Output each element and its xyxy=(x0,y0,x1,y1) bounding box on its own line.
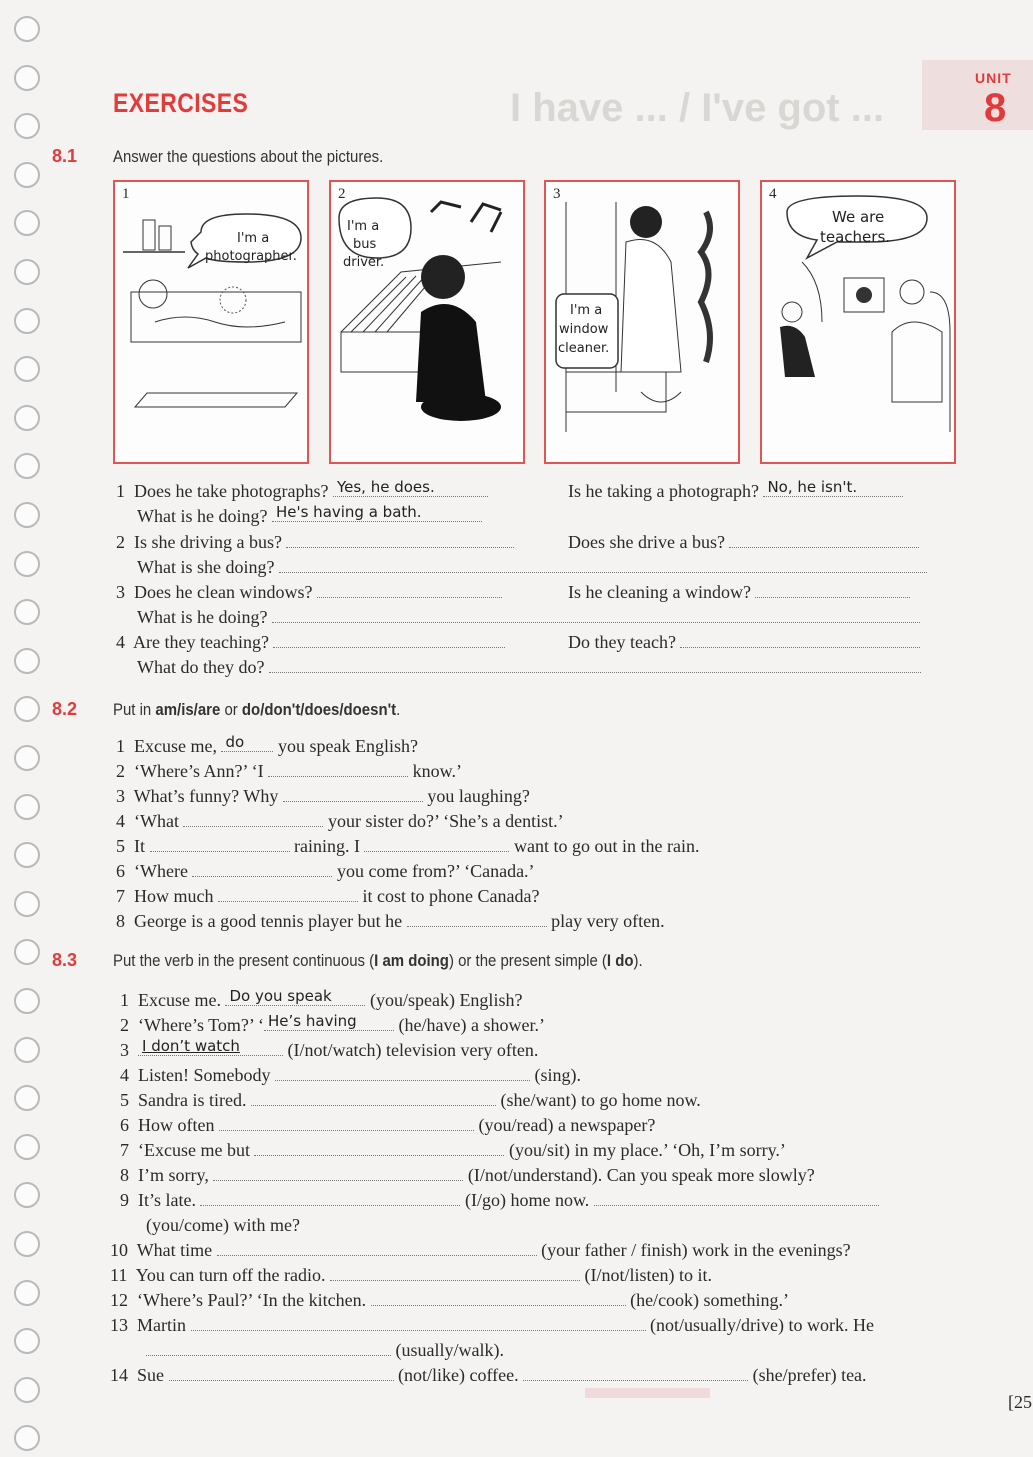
binding-ring xyxy=(14,794,40,820)
answer-field[interactable] xyxy=(364,837,509,852)
bubble-line: teachers. xyxy=(820,228,891,246)
answer-field[interactable] xyxy=(275,1066,530,1081)
ex83-item-8: 8 I’m sorry, (I/not/understand). Can you speak more slowly? xyxy=(120,1165,815,1185)
answer-field[interactable] xyxy=(150,837,290,852)
binding-ring xyxy=(14,65,40,91)
answer-field[interactable] xyxy=(219,1116,474,1131)
answer-field[interactable]: He’s having xyxy=(264,1016,394,1031)
binding-ring xyxy=(14,696,40,722)
answer-field[interactable] xyxy=(371,1291,626,1306)
picture-2 xyxy=(329,180,525,464)
answer-field[interactable]: I don’t watch xyxy=(138,1041,283,1056)
binding-ring xyxy=(14,308,40,334)
ex81-item-1-q2: Is he taking a photograph? No, he isn't. xyxy=(568,480,903,502)
ex83-item-1: 1 Excuse me. Do you speak (you/speak) English? xyxy=(120,987,523,1010)
ex81-item-2-q2: Does she drive a bus? xyxy=(568,531,919,553)
ex82-item-8: 8 George is a good tennis player but he play very often. xyxy=(116,911,665,931)
answer-field[interactable] xyxy=(729,533,919,548)
ex82-item-4: 4 ‘What your sister do?’ ‘She’s a dentist.’ xyxy=(116,811,564,831)
ex82-item-7: 7 How much it cost to phone Canada? xyxy=(116,886,540,906)
ex83-item-13: 13 Martin (not/usually/drive) to work. He xyxy=(110,1315,874,1335)
ghost-title: I have ... / I've got ... xyxy=(510,86,885,130)
binding-ring xyxy=(14,551,40,577)
answer-field[interactable] xyxy=(191,1316,646,1331)
answer-field[interactable]: do xyxy=(221,737,273,752)
ex83-item-9: 9 It’s late. (I/go) home now. xyxy=(120,1189,879,1211)
page-title: EXERCISES xyxy=(113,88,249,118)
binding-ring xyxy=(14,599,40,625)
ex83-item-2: 2 ‘Where’s Tom?’ ‘ He’s having (he/have) a shower.’ xyxy=(120,1012,545,1035)
ex83-item-10: 10 What time (your father / finish) work in the evenings? xyxy=(110,1240,851,1260)
picture-1 xyxy=(113,180,309,464)
answer-field[interactable]: Do you speak xyxy=(225,991,365,1006)
section-instruction-8-1: Answer the questions about the pictures. xyxy=(113,147,384,166)
binding-ring xyxy=(14,1231,40,1257)
ex83-item-3: 3 I don’t watch (I/not/watch) television very often. xyxy=(120,1037,539,1060)
binding-ring xyxy=(14,16,40,42)
section-instruction-8-3: Put the verb in the present continuous (I am doing) or the present simple (I do). xyxy=(113,951,643,970)
answer-field[interactable] xyxy=(330,1266,580,1281)
binding-ring xyxy=(14,1328,40,1354)
binding-ring xyxy=(14,1425,40,1451)
answer-field[interactable] xyxy=(680,633,920,648)
ex83-item-7: 7 ‘Excuse me but (you/sit) in my place.’ ‘Oh, I’m sorry.’ xyxy=(120,1140,786,1160)
binding-ring xyxy=(14,162,40,188)
bubble-line: bus xyxy=(353,237,377,252)
section-instruction-8-2: Put in am/is/are or do/don't/does/doesn't. xyxy=(113,700,401,719)
ex83-item-11: 11 You can turn off the radio. (I/not/listen) to it. xyxy=(110,1265,712,1285)
decorative-band xyxy=(585,1388,710,1398)
binding-ring xyxy=(14,1280,40,1306)
binding-ring xyxy=(14,648,40,674)
bubble-line: cleaner. xyxy=(558,341,610,356)
answer-field[interactable] xyxy=(523,1366,748,1381)
picture-3 xyxy=(544,180,740,464)
answer-field[interactable] xyxy=(269,658,921,673)
ex83-item-14: 14 Sue (not/like) coffee. (she/prefer) tea. xyxy=(110,1365,867,1385)
bubble-line: window xyxy=(559,322,609,337)
answer-field[interactable]: No, he isn't. xyxy=(763,482,903,497)
ex83-item-13-cont: (usually/walk). xyxy=(146,1339,504,1361)
answer-field[interactable] xyxy=(192,862,332,877)
answer-field[interactable] xyxy=(283,787,423,802)
bubble-line: We are xyxy=(832,208,885,226)
binding-ring xyxy=(14,891,40,917)
binding-ring xyxy=(14,1377,40,1403)
ex81-item-4-q1: 4 Are they teaching? xyxy=(116,631,505,653)
answer-field[interactable] xyxy=(594,1191,879,1206)
bubble-line: I'm a xyxy=(347,219,380,234)
answer-field[interactable] xyxy=(273,633,505,648)
binding-ring xyxy=(14,259,40,285)
ex83-item-9-cont: (you/come) with me? xyxy=(146,1215,300,1235)
ex81-item-2-q1: 2 Is she driving a bus? xyxy=(116,531,514,553)
answer-field[interactable] xyxy=(169,1366,394,1381)
binding-ring xyxy=(14,988,40,1014)
binding-ring xyxy=(14,113,40,139)
answer-field[interactable] xyxy=(755,583,910,598)
answer-field[interactable]: He's having a bath. xyxy=(272,507,482,522)
ex81-item-2-q3: What is she doing? xyxy=(137,556,927,578)
binding-ring xyxy=(14,210,40,236)
piano-illustration xyxy=(331,182,523,462)
binding-ring xyxy=(14,453,40,479)
picture-number: 1 xyxy=(122,186,130,202)
answer-field[interactable] xyxy=(272,608,920,623)
binding-ring xyxy=(14,1182,40,1208)
answer-field[interactable] xyxy=(407,912,547,927)
bubble-line: I'm a xyxy=(237,231,270,246)
section-number-8-3: 8.3 xyxy=(52,950,78,970)
picture-number: 3 xyxy=(553,186,561,202)
bubble-line: I'm a xyxy=(570,303,603,318)
ex81-item-3-q2: Is he cleaning a window? xyxy=(568,581,910,603)
ex82-item-1: 1 Excuse me, do you speak English? xyxy=(116,733,418,756)
answer-field[interactable] xyxy=(218,887,358,902)
answer-field[interactable]: Yes, he does. xyxy=(333,482,488,497)
ex83-item-4: 4 Listen! Somebody (sing). xyxy=(120,1065,581,1085)
window-cleaner-illustration xyxy=(546,182,738,462)
binding-ring xyxy=(14,1134,40,1160)
answer-field[interactable] xyxy=(254,1141,504,1156)
ex81-item-4-q2: Do they teach? xyxy=(568,631,920,653)
answer-field[interactable] xyxy=(251,1091,496,1106)
binding-ring xyxy=(14,745,40,771)
answer-field[interactable] xyxy=(317,583,502,598)
binding-ring xyxy=(14,842,40,868)
ex83-item-5: 5 Sandra is tired. (she/want) to go home now. xyxy=(120,1090,701,1110)
binding-ring xyxy=(14,939,40,965)
bubble-line: driver. xyxy=(343,255,385,270)
picture-4 xyxy=(760,180,956,464)
answer-field[interactable] xyxy=(279,558,927,573)
ex83-item-6: 6 How often (you/read) a newspaper? xyxy=(120,1115,656,1135)
ex81-item-3-q3: What is he doing? xyxy=(137,606,920,628)
ex82-item-5: 5 It raining. I want to go out in the rain. xyxy=(116,836,700,856)
answer-field[interactable] xyxy=(217,1241,537,1256)
ex82-item-6: 6 ‘Where you come from?’ ‘Canada.’ xyxy=(116,861,535,881)
answer-field[interactable] xyxy=(146,1341,391,1356)
binding-ring xyxy=(14,356,40,382)
section-number-8-2: 8.2 xyxy=(52,699,78,719)
ex81-item-4-q3: What do they do? xyxy=(137,656,921,678)
picture-number: 2 xyxy=(338,186,346,202)
bubble-line: photographer. xyxy=(205,249,297,264)
answer-field[interactable] xyxy=(213,1166,463,1181)
ex82-item-3: 3 What’s funny? Why you laughing? xyxy=(116,786,530,806)
bath-illustration xyxy=(115,182,307,462)
binding-ring xyxy=(14,502,40,528)
binding-ring xyxy=(14,1037,40,1063)
answer-field[interactable] xyxy=(268,762,408,777)
answer-field[interactable] xyxy=(183,812,323,827)
ex83-item-12: 12 ‘Where’s Paul?’ ‘In the kitchen. (he/cook) something.’ xyxy=(110,1290,790,1310)
ex81-item-1-q1: 1 Does he take photographs? Yes, he does. xyxy=(116,480,488,502)
page-number: [25 xyxy=(1008,1392,1032,1412)
binding-ring xyxy=(14,1085,40,1111)
ex81-item-3-q1: 3 Does he clean windows? xyxy=(116,581,502,603)
spiral-binding xyxy=(14,0,44,1457)
unit-label: UNIT xyxy=(975,70,1012,86)
binding-ring xyxy=(14,405,40,431)
ex82-item-2: 2 ‘Where’s Ann?’ ‘I know.’ xyxy=(116,761,462,781)
ex81-item-1-q3: What is he doing? He's having a bath. xyxy=(137,505,482,527)
teachers-illustration xyxy=(762,182,954,462)
unit-number: 8 xyxy=(984,86,1007,130)
picture-number: 4 xyxy=(769,186,777,202)
section-number-8-1: 8.1 xyxy=(52,146,78,166)
answer-field[interactable] xyxy=(286,533,514,548)
answer-field[interactable] xyxy=(200,1191,460,1206)
